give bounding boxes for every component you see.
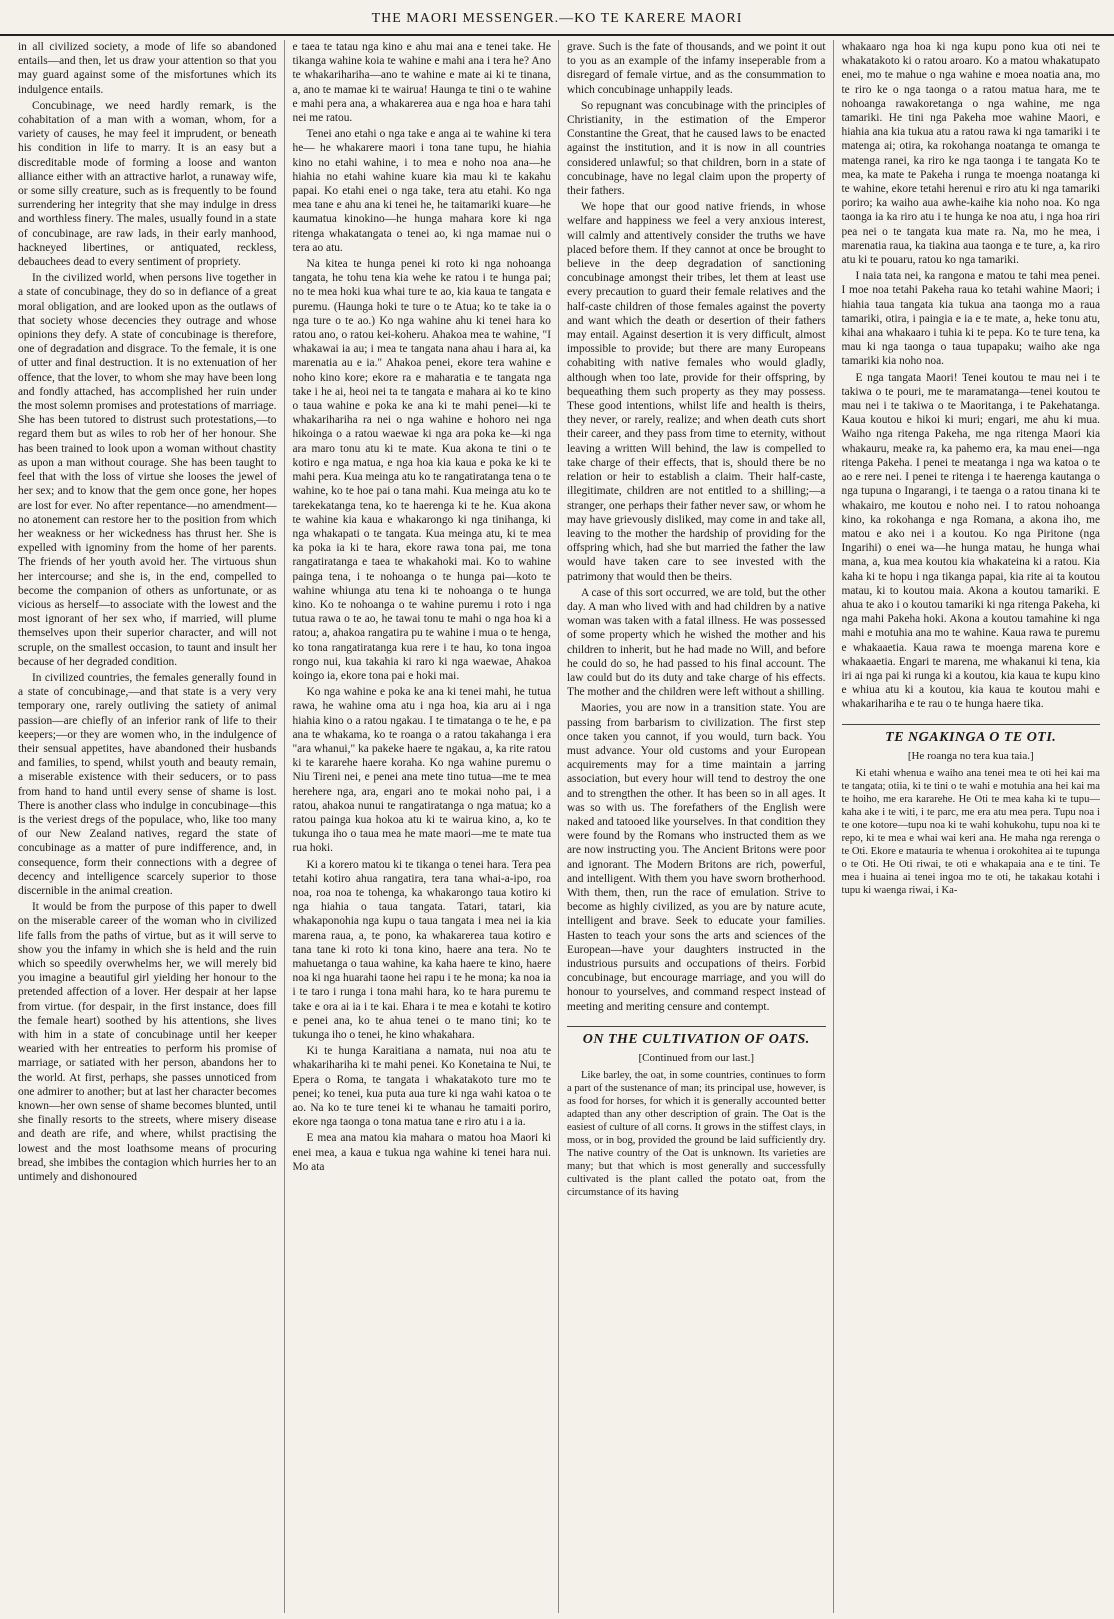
- paragraph: We hope that our good native friends, in whose welfare and happiness we feel a very anxious interest, will calmly and attentively consider the truths we have placed before them. If they cannot at once be brought to believe in the deep degradation of sanctioning concubinage amongst their tribes, let them at least use every precaution to guard their female relatives and the half-caste children of those females against the poverty and want which the death or desertion of their fathers may entail. Against desertion it is very difficult, almost impossible to provide; but there are many Europeans cohabiting with native females who would gladly, although when too late, provide for their offspring, by bequeathing them such property as they may possess. These good intentions, whilst life and health is theirs, they never, or rarely, realize; and when death cuts short their career, and they pass from time to eternity, without leaving a written Will behind, the law is compelled to take charge of their effects, that is, should there be no relation or heir to establish a claim. Their half-caste, illegitimate, children are not entitled to a shilling;—a stranger, one perhaps their father never saw, or whom he may have grievously disliked, may come in and take all, leaving to the mother the hardship of providing for the offspring which, had she but married the father the law would have taken care to see invested with the patrimony that would then be theirs.: [567, 201, 826, 583]
- paragraph: Ki etahi whenua e waiho ana tenei mea te oti hei kai ma te tangata; otiia, ki te tini o te wahi e motuhia ana hei kai ma te hoiho, me era kararehe. He Oti te mea kaha ki te tupu—kaha ake i te witi, i te parc, me era atu mea pera. Tupu noa i te one kotore—tupu noa ki te wahi kohukohu, tupu noa ki te repo, ki te mea e whai wai keri ana. He maha nga rerenga o te Oti. Ekore e matauria te whenua i orokohitea ai te tupunga o te Oti. He Oti riwai, te oti e whakapaia ana e te tini. Te mea i huaina ai tenei ingoa mo te oti, he takakau kotahi i tupu ki waenga riwai, i Ka-: [841, 767, 1100, 896]
- paragraph: I naia tata nei, ka rangona e matou te tahi mea penei. I moe noa tetahi Pakeha raua ko tetahi wahine Maori; i hiahia taua tangata kia tukua ana taonga mo a raua tamariki, otira, i paingia e ia e te mate, a, heke tonu atu, kihai ana whakaaro i tuhia ki te pepa. Ko te ture tena, ka mau ki nga taonga o taua tupapaku; waiho ake nga tamariki kia noho noa.: [841, 270, 1100, 368]
- article-heading-oti: TE NGAKINGA O TE OTI.: [842, 724, 1101, 745]
- paragraph: grave. Such is the fate of thousands, and we point it out to you as an example of the infamy inseperable from a disregard of female virtue, and as the consummation to which concubinage unhappily leads.: [567, 41, 826, 96]
- paragraph: Ki te hunga Karaitiana a namata, nui noa atu te whakarihariha ki te mahi penei. Ko Konetaina te Nui, te Epera o Roma, te tangata i whakatakoto ture mo te penei; ko tenei, kua puta aua ture ki nga wahi katoa o te ao. Na ko te ture tenei ki te whanau he tamaiti poriro, ekore nga taonga o tona matua tane e riro atu i a ia.: [292, 1045, 551, 1129]
- paragraph: Concubinage, we need hardly remark, is the cohabitation of a man with a woman, whom, for a variety of causes, he may feel it imprudent, or beneath his condition in life to marry. It is an easy but a discreditable mode of forming a loose and wanton alliance either with an attractive harlot, a runaway wife, or some silly creature, such as is frequently to be found surrendering her integrity that she may indulge in dress and worthless finery. The males, usually found in a state of concubinage, are raw lads, in their early manhood, hackneyed libertines, or antiquated, reckless, debauchees dead to every sentiment of propriety.: [18, 99, 277, 269]
- paragraph: It would be from the purpose of this paper to dwell on the miserable career of the woman who in civilized life falls from the paths of virtue, but as it will serve to show you the infamy in which she is held and the ruin which so speedily overwhelms her, we will merely bid you imagine a beautiful girl yielding her honour to the pretended affection of a lover. Her despair at her lapse from virtue. (for despair, in the first instance, does fill the female heart) soothed by his attentions, she lives with him in a state of concubinage until her keeper wearied with her entreaties to perform his promise of marriage, or satiated with her person, abandons her to the world. At first, perhaps, she passes unnoticed from one admirer to another; but at last her character becomes known—her own sense of shame becomes blunted, until she finally resorts to the streets, where misery disease and death are rife, and where, whilst practising the lowest and the most loathsome means of procuring bread, she imbibes the contagion which hurries her to an untimely and dishonoured: [18, 901, 277, 1184]
- paragraph: Ko nga wahine e poka ke ana ki tenei mahi, he tutua rawa, he wahine oma atu i nga hoa, kia aru ai i nga hiahia kino o a ratou ngakau. I te timatanga o te he, e pa ana te whakama, ko te roanga o a ratou takahanga i era "ara whanui," ka pakeke haere te ngakau, a, ka rite ratou ki te kararehe haere koraha. Ko nga wahine puremu o Niu Tireni nei, e penei ana mete tino tutua—me te mea herehere nga, ara, engari ano te mokai noho pai, i a ratou, ahakoa nunui te rangatiratanga o nga matua; ko a ratou painga kua hokoa atu ki te wairua kino, a, ko te tukunga iho o taua mea he mate maori—me te mate tua rua hoki.: [292, 686, 551, 855]
- columns: [18, 40, 1100, 1613]
- paragraph: Na kitea te hunga penei ki roto ki nga nohoanga tangata, he tohu tena kia wehe ke ratou i te hunga pai; no te mea hoki kua whai ture te ao, kia kaua te tangata e puremu. (Haunga hoki te ture o te Atua; ko te take ia o nga ture o te ao.) Ko nga wahine ahu ki tenei hara ko ratou ano, o ratou kei-koheru. Ahakoa mea te wahine, "I whakawai ia au; i mea te tangata nana ahau i hara ai, ka marenatia au e ia." Ahakoa penei, ekore tera wahine e noho kino kore; ekore ra e maharatia e te tangata nga take i he ai, heoi nei ta te tangata e mahara ai ko te kino o taua wahine e poka ke ana ki te mahi penei—ki te whakarihariha ra nei o nga wahine e hohoro nei nga hikoinga o a ratou waewae ki nga ara poka ke—ki nga ara maro tonu atu ki te mate. Kua akona te tini o te kotiro e nga matua, e nga hoa kia kaua e poka ke ki te mahi pera. Kua meinga atu ko te rangatiratanga tena o te wahine, ko te hoe pai o tana mahi. Kua meinga atu ko te tarekekatanga tena, ko te haerenga ki te he. Kua akona te wahine kia kaua e whakarongo ki nga tinihanga, ki nga whakapati o te tangata. Kua meinga atu, ki te mea ka poka ia ki te hara, ekore rawa tona pai, me tona rangatiratanga e taea te whakahoki mai. Ko to wahine painga tena, i te nohoanga o te hunga pai—koto te wahine whiunga atu tena ki te nohoanga o te hunga kino. Ko te nohoanga o te wahine puremu i roto i nga tutua rawa o te ao, he tawai tonu te mahi o nga hoa ki a ratou; a, ahakoa rangatira pu te wahine i mua o te henga, ko tona rangatiratanga kua rere i te hau, ko tona ingoa rongo nui, kua takahia ki raro ki nga waewae, Ahakoa koingo ia, ekore tona pai e hoki mai.: [292, 258, 551, 682]
- paragraph: e taea te tatau nga kino e ahu mai ana e tenei take. He tikanga wahine koia te wahine e mahi ana i tera he? Ano te whakarihariha—ano te wahine e mate ai ki te tinana, a, ano te mamae ki te wairua! Haunga te tini o te wahine e mahi pera ana, a whakarerea aua e nga hoa e hara tahi nei me ratou.: [292, 41, 551, 125]
- paragraph: Like barley, the oat, in some countries, continues to form a part of the sustenance of man; its principal use, however, is as food for horses, for which it is generally accounted better adapted than any other description of grain. The Oat is the easiest of culture of all corns. It grows in the stiffest clays, in moss, or in bog, provided the ground be laid sufficiently dry. The native country of the Oat is unknown. Its varieties are many; but that which is most generally and successfully cultivated is the plant called the potato oat, from the circumstance of its having: [567, 1070, 826, 1199]
- column-4: [842, 40, 1101, 1613]
- paragraph: So repugnant was concubinage with the principles of Christianity, in the estimation of the Emperor Constantine the Great, that he caused laws to be enacted against the institution, and it is now in all countries considered unlawful; so that children, born in a state of concubinage, have no legal claim upon the property of their fathers.: [567, 99, 826, 198]
- paragraph: E nga tangata Maori! Tenei koutou te mau nei i te takiwa o te pouri, me te maramatanga—tenei koutou te mau nei i te takiwa o te Maoritanga, i te Pakehatanga. Kaua koutou e hikoi ki muri; engari, me ahu ki mua. Waiho nga ritenga Pakeha, me nga ritenga Maori kia whakauru, meake ra, ka pahemo era, ka mau enei—nga ritenga Pakeha. I penei te meatanga i nga wa katoa o te ao e rere nei. I penei te ritenga i te haerenga kautanga o nga tupuna o Ingarangi, i te taenga o a ratou tinana ki te whakairo, me koutou e noho nei. I to ratou nohoanga kino, ka rokohanga e nga Romana, a akona iho, me matou e ako nei i a koutou. Ko nga Piritone (nga Ingarihi) o enei wa—he hunga matau, he hunga whai mana, a, kua mea koutou kia whakateina ki a ratou. Kia kaha ki te hopu i nga tikanga papai, kia rite ai ta koutou matau, ki to koutou maia. Akona a koutou tamariki. E ahua te ako i o koutou tamariki ki nga ritenga Pakeha, ki nga mahi Pakeha hoki. Akona a koutou tamahine ki nga mahi e motuhia ana mo te wahine. Kaua rawa te puremu e whakaaetia. Kaua rawa te moenga marena kore e whakaaetia. Engari te marena, me whakanui ki tena, kia iri ai nga pai ki runga ki a koutou, kia kaua te kupu kino e whiua atu ki a koutou, kia kaua te koutou mahi e whakarihariha e te rau o te hunga haere tika.: [841, 371, 1100, 711]
- column-3-top: [567, 40, 826, 1016]
- paragraph: E mea ana matou kia mahara o matou hoa Maori ki enei mea, a kaua e tukua nga wahine ki tenei hara nui. Mo ata: [292, 1132, 551, 1173]
- paragraph: in all civilized society, a mode of life so abandoned entails—and then, let us draw your attention so that you may guard against some of the misfortunes which its indulgence entails.: [18, 41, 277, 96]
- continued-note: [Continued from our last.]: [638, 1052, 754, 1065]
- paragraph: A case of this sort occurred, we are told, but the other day. A man who lived with and had children by a native woman was taken with a fatal illness. He was possessed of some property which he wished the mother and his children to inherit, but he had made no Will, and before he could do so, he had passed to his final account. The law could but do its duty and take charge of his effects. The mother and the children were left without a shilling.: [567, 586, 826, 699]
- paragraph: whakaaro nga hoa ki nga kupu pono kua oti nei te whakatakoto ki o ratou aroaro. Ko a matou whakatupato enei, mo te mahue o nga wahine e moea noatia ana, mo te riro ke o nga taonga o a ratou matua hara, me te nohoanga rawakoretanga o nga wahine, me nga tamariki. He tini nga Pakeha moe wahine Maori, e hiahia ana kia tukua atu a ratou rawa ki nga tamariki i te matenga ai; otira, ka rokohanga noatanga te omanga te matenga ranei, ka riro ke nga taonga i te tangata Ko te mea, ka mate te Pakeha i runga te moenga noatanga ki te wahine, ekore tetahi herenui e riro atu ki nga tamariki poriro; ka waiho aua awhe-kaihe kia noho noa. Ko nga taonga ia ka riro atu i te hunga ke noa atu, i nga hoa riri pea nei o te tangata kua mate ra. Na, mo he mea, i marenatia raua, ka tiakina aua taonga e te ture, a, ka riro atu ki te pouaru, ratou ko nga tamariki.: [841, 41, 1100, 267]
- paragraph: Ki a korero matou ki te tikanga o tenei hara. Tera pea tetahi kotiro ahua rangatira, tera tana whai-a-ipo, roa noa, roa noa te tohenga, ka whakarongo taua kotiro ki nga hiahia o taua tangata. Tatari, tatari, kia whakaponohia nga kupu o taua tangata i mea nei ia kia marena raua, a, te pono, ka whakarerea taua kotiro e tana tane ki roto ki tona kino, haere ana tera. No te mahuetanga o taua wahine, ka kaha haere te kino, haere noa ki nga huarahi taone hei rapu i te he mona; ka noa ia i te taro i runga i tona mahi hara, ko te hara puremu te take e ora ai ia i te kai. Ehara i te mea e kotahi te kotiro e penei ana, ko te ahua tenei o te mano tini; ko te tukunga iho o tenei, he kino whakahara.: [292, 858, 551, 1042]
- column-3-split: [567, 40, 826, 1613]
- column-3: [567, 40, 834, 1613]
- masthead-title: THE MAORI MESSENGER.—KO TE KARERE MAORI: [371, 11, 743, 26]
- paragraph: In the civilized world, when persons live together in a state of concubinage, they do so in defiance of a great moral obligation, and are looked upon as the outlaws of that society whose decencies they outrage and whose opinions they defy. A state of concubinage is therefore, one of degradation and disgrace. To the female, it is one of utter and final destruction. It is no extenuation of her offence, that the lover, to whom she may have been long and fondly attached, has accomplished her ruin under the most solemn promises and protestations of marriage. She has been tutored to distrust such protestations,—to regard them but as wiles to rob her of her honour. She has been trained to look upon a woman without chastity as upon a man without courage. She has been taught to feel that with the loss of virtue she looses the jewel of her sex; and to know that the gem once gone, her hopes are lost for ever. No after repentance—no amendment—no atonement can restore her to the position from which her weakness or her wickedness has thrust her. She is expelled with ignominy from the home of her parents. The friends of her youth avoid her. The virtuous shun her intercourse; and she is, in the end, compelled to become the companion of others as unfortunate, or as vicious as herself—to associate with the lowest and the most ignorant of her sex who, if married, will plume themselves upon their superior character, and will not scruple, on the smallest occasion, to taunt and insult her because of her degraded condition.: [18, 272, 277, 668]
- column-2: [293, 40, 560, 1613]
- column-1: [18, 40, 285, 1613]
- article-heading-oats: ON THE CULTIVATION OF OATS.: [567, 1026, 826, 1047]
- paragraph: Maories, you are now in a transition state. You are passing from barbarism to civilization. The first step once taken you cannot, if you would, turn back. You must advance. Your old customs and your European acquirements may for a time maintain a jarring association, but every hour will tend to destroy the one and to strengthen the other. It has been so in all ages. It was so with us. The forefathers of the English were naked and tatooed like yourselves. In that condition they were found by the Romans who instructed them as we are now instructing you. The Ancient Britons were poor and ignorant. The Modern Britons are rich, powerful, and intelligent. With them you have sworn brotherhood. With them, then, run the race of emulation. Strive to become as highly civilized, as you are by nature acute, intelligent and brave. Seek to educate your families. Hasten to teach your sons the arts and sciences of the European—have your daughters instructed in the industrious pursuits and occupations of theirs. Forbid concubinage, but encourage marriage, and you will do honour to yourselves, and command respect instead of meeting and meriting censure and contempt.: [567, 702, 826, 1013]
- paragraph: Tenei ano etahi o nga take e anga ai te wahine ki tera he— he whakarere maori i tona tane tupu, he hiahia kino no etahi wahine, i to mea e noho noa ana—he hiahia no etahi wahine kuare kia mau ki te kakahu papai. Ko etahi enei o nga take, tera atu etahi. Ko nga mea tane e ahu ana ki tenei he, he taitamariki kuare—he kaumatua kinokino—he hunga mahara kore ki nga ritenga whakatangata o tenei ao, ki nga mamae nui o tera ao atu.: [292, 128, 551, 254]
- column-4-split: [842, 40, 1101, 1613]
- continued-note: [He roanga no tera kua taia.]: [907, 749, 1034, 762]
- masthead: [0, 4, 1114, 36]
- column-4-top: [842, 40, 1101, 714]
- paragraph: In civilized countries, the females generally found in a state of concubinage,—and that state is a very very temporary one, rarely outliving the satiety of animal passion—are chiefly of an inferior rank of life to their keepers;—or they are women who, in the indulgence of their sensual appetites, have abandoned their husbands and families, to spend, whilst youth and beauty remain, a miserable existence with their seducers, or to pass from hand to hand until every sense of shame is lost. There is another class who indulge in concubinage—this is the veriest dregs of the populace, who, like too many of our New Zealand natives, regard the state of concubinage as a matter of pure indifference, and, in consequence, form their connections with a degree of decency and intelligence scarcely superior to those discernible in the animal creation.: [18, 671, 277, 897]
